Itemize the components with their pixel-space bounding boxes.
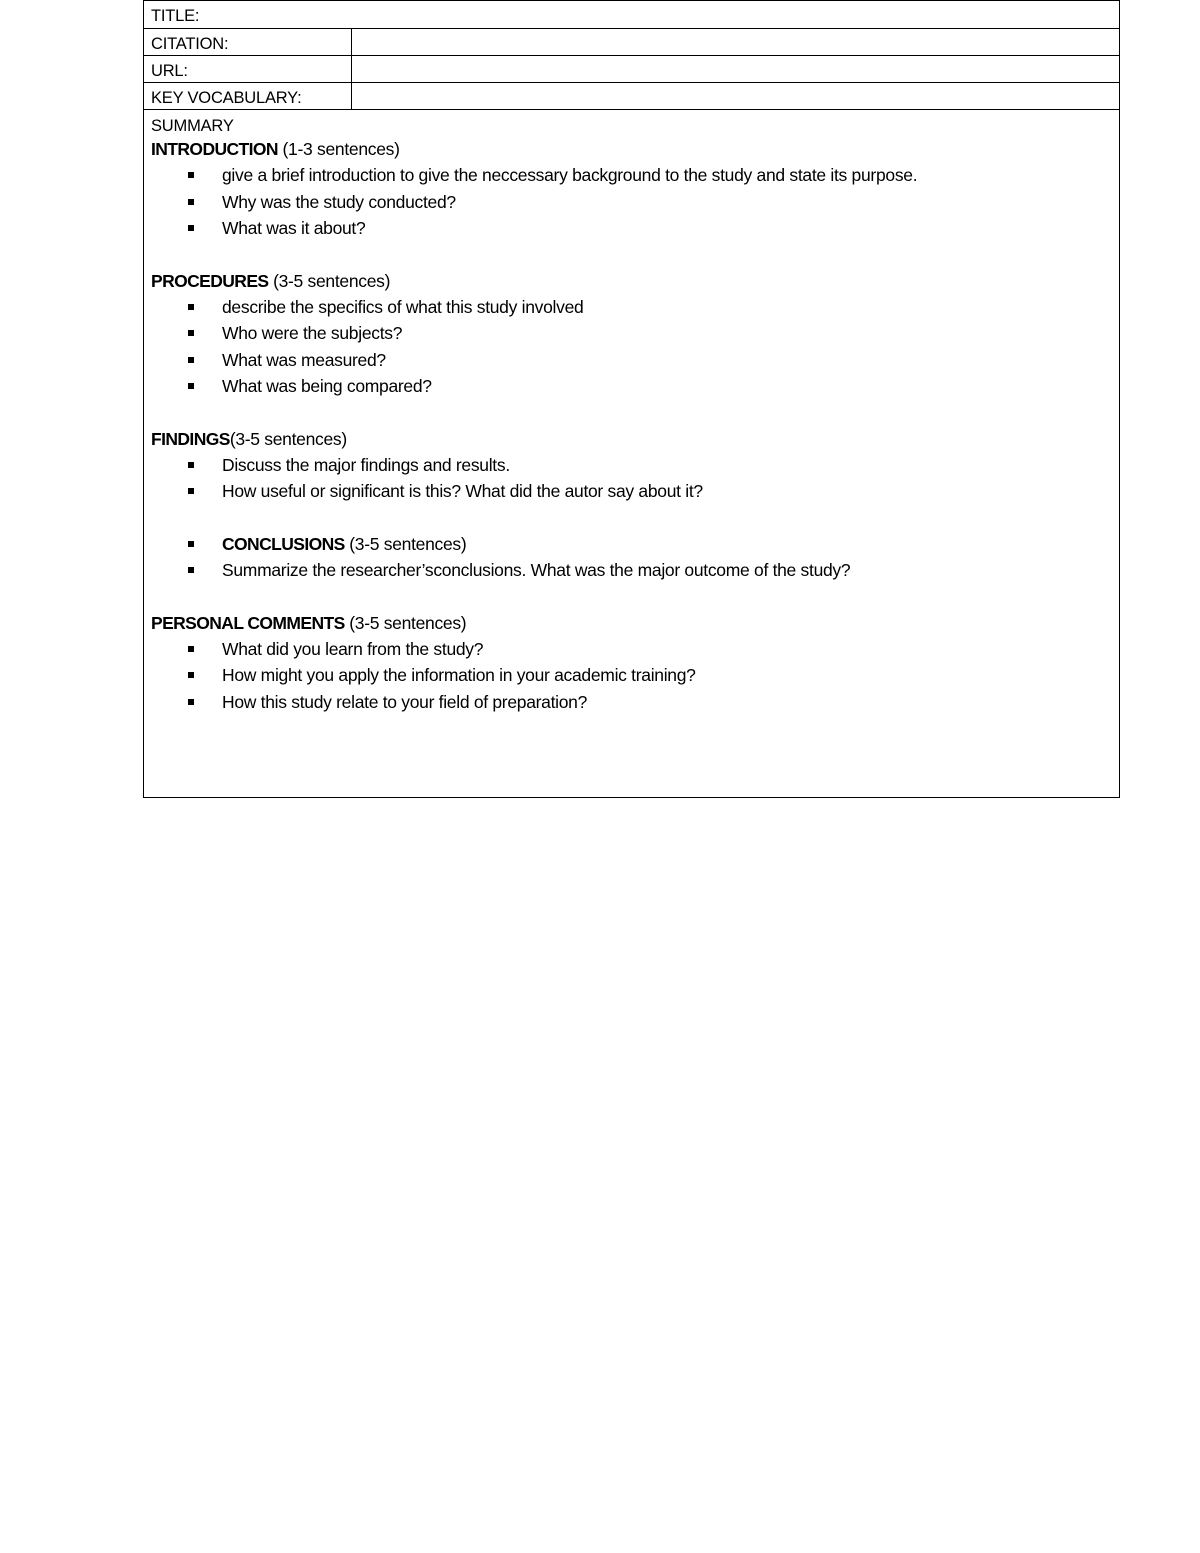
spacer	[151, 242, 1119, 268]
findings-section	[151, 426, 1119, 505]
square-bullet-icon	[188, 357, 194, 363]
url-value-cell[interactable]	[352, 56, 1119, 82]
citation-value-cell[interactable]	[352, 29, 1119, 55]
square-bullet-icon	[188, 541, 194, 547]
personal-comments-section	[151, 610, 1119, 716]
list-item	[151, 373, 1119, 400]
list-item	[151, 557, 1119, 584]
conclusions-heading: CONCLUSIONS	[222, 533, 345, 554]
square-bullet-icon	[188, 383, 194, 389]
title-label: TITLE:	[151, 7, 200, 25]
key-vocabulary-label: KEY VOCABULARY:	[144, 83, 352, 109]
introduction-bullets	[151, 162, 1119, 242]
procedures-heading-line	[151, 268, 1119, 294]
introduction-heading: INTRODUCTION	[151, 139, 278, 159]
conclusions-heading-item	[151, 531, 1119, 558]
square-bullet-icon	[188, 199, 194, 205]
introduction-note: (1-3 sentences)	[282, 139, 400, 159]
findings-heading: FINDINGS	[151, 428, 230, 449]
list-item	[151, 162, 1119, 189]
findings-note: (3-5 sentences)	[229, 428, 347, 449]
square-bullet-icon	[188, 225, 194, 231]
conclusions-bullets	[151, 531, 1119, 584]
personal-comments-bullets	[151, 636, 1119, 716]
title-row	[144, 1, 1119, 29]
list-item	[151, 689, 1119, 716]
list-item	[151, 320, 1119, 347]
square-bullet-icon	[188, 646, 194, 652]
introduction-section	[151, 136, 1119, 242]
bullet-text: give a brief introduction to give the neccessary background to the study and state its purpose.	[222, 165, 918, 185]
bullet-text: How might you apply the information in your academic training?	[222, 665, 696, 685]
bullet-text: Who were the subjects?	[222, 323, 403, 343]
square-bullet-icon	[188, 672, 194, 678]
summary-title: SUMMARY	[151, 117, 234, 135]
findings-bullets	[151, 452, 1119, 505]
personal-comments-note: (3-5 sentences)	[349, 612, 467, 633]
square-bullet-icon	[188, 699, 194, 705]
spacer	[151, 505, 1119, 531]
findings-heading-line	[151, 426, 1119, 452]
personal-comments-heading-line	[151, 610, 1119, 636]
introduction-heading-line	[151, 136, 1119, 162]
key-vocabulary-row	[144, 83, 1119, 110]
square-bullet-icon	[188, 172, 194, 178]
list-item	[151, 478, 1119, 505]
procedures-bullets	[151, 294, 1119, 400]
conclusions-note: (3-5 sentences)	[349, 533, 467, 554]
bullet-text: Why was the study conducted?	[222, 191, 456, 212]
bullet-text: Summarize the researcher’sconclusions. What was the major outcome of the study?	[222, 560, 851, 580]
list-item	[151, 636, 1119, 663]
url-label: URL:	[144, 56, 352, 82]
bullet-text: What was being compared?	[222, 376, 432, 396]
citation-label: CITATION:	[144, 29, 352, 55]
list-item	[151, 347, 1119, 374]
url-row	[144, 56, 1119, 83]
square-bullet-icon	[188, 462, 194, 468]
spacer	[151, 400, 1119, 426]
personal-comments-heading: PERSONAL COMMENTS	[151, 612, 345, 633]
list-item	[151, 452, 1119, 479]
list-item	[151, 662, 1119, 689]
list-item	[151, 294, 1119, 321]
procedures-heading: PROCEDURES	[151, 270, 269, 291]
bullet-text: What was it about?	[222, 218, 366, 238]
summary-cell	[144, 110, 1119, 797]
bullet-text: What did you learn from the study?	[222, 638, 484, 659]
list-item	[151, 215, 1119, 242]
square-bullet-icon	[188, 304, 194, 310]
bullet-text: How useful or significant is this? What did the autor say about it?	[222, 481, 703, 501]
procedures-note: (3-5 sentences)	[273, 270, 391, 291]
square-bullet-icon	[188, 488, 194, 494]
procedures-section	[151, 268, 1119, 400]
spacer	[151, 584, 1119, 610]
summary-form-table	[143, 0, 1120, 798]
bullet-text: What was measured?	[222, 349, 386, 370]
square-bullet-icon	[188, 330, 194, 336]
key-vocabulary-value-cell[interactable]	[352, 83, 1119, 109]
conclusions-section	[151, 531, 1119, 584]
bullet-text: Discuss the major findings and results.	[222, 454, 510, 475]
citation-row	[144, 29, 1119, 56]
bullet-text: describe the specifics of what this study involved	[222, 296, 584, 317]
square-bullet-icon	[188, 567, 194, 573]
bullet-text: How this study relate to your field of preparation?	[222, 691, 588, 712]
list-item	[151, 189, 1119, 216]
